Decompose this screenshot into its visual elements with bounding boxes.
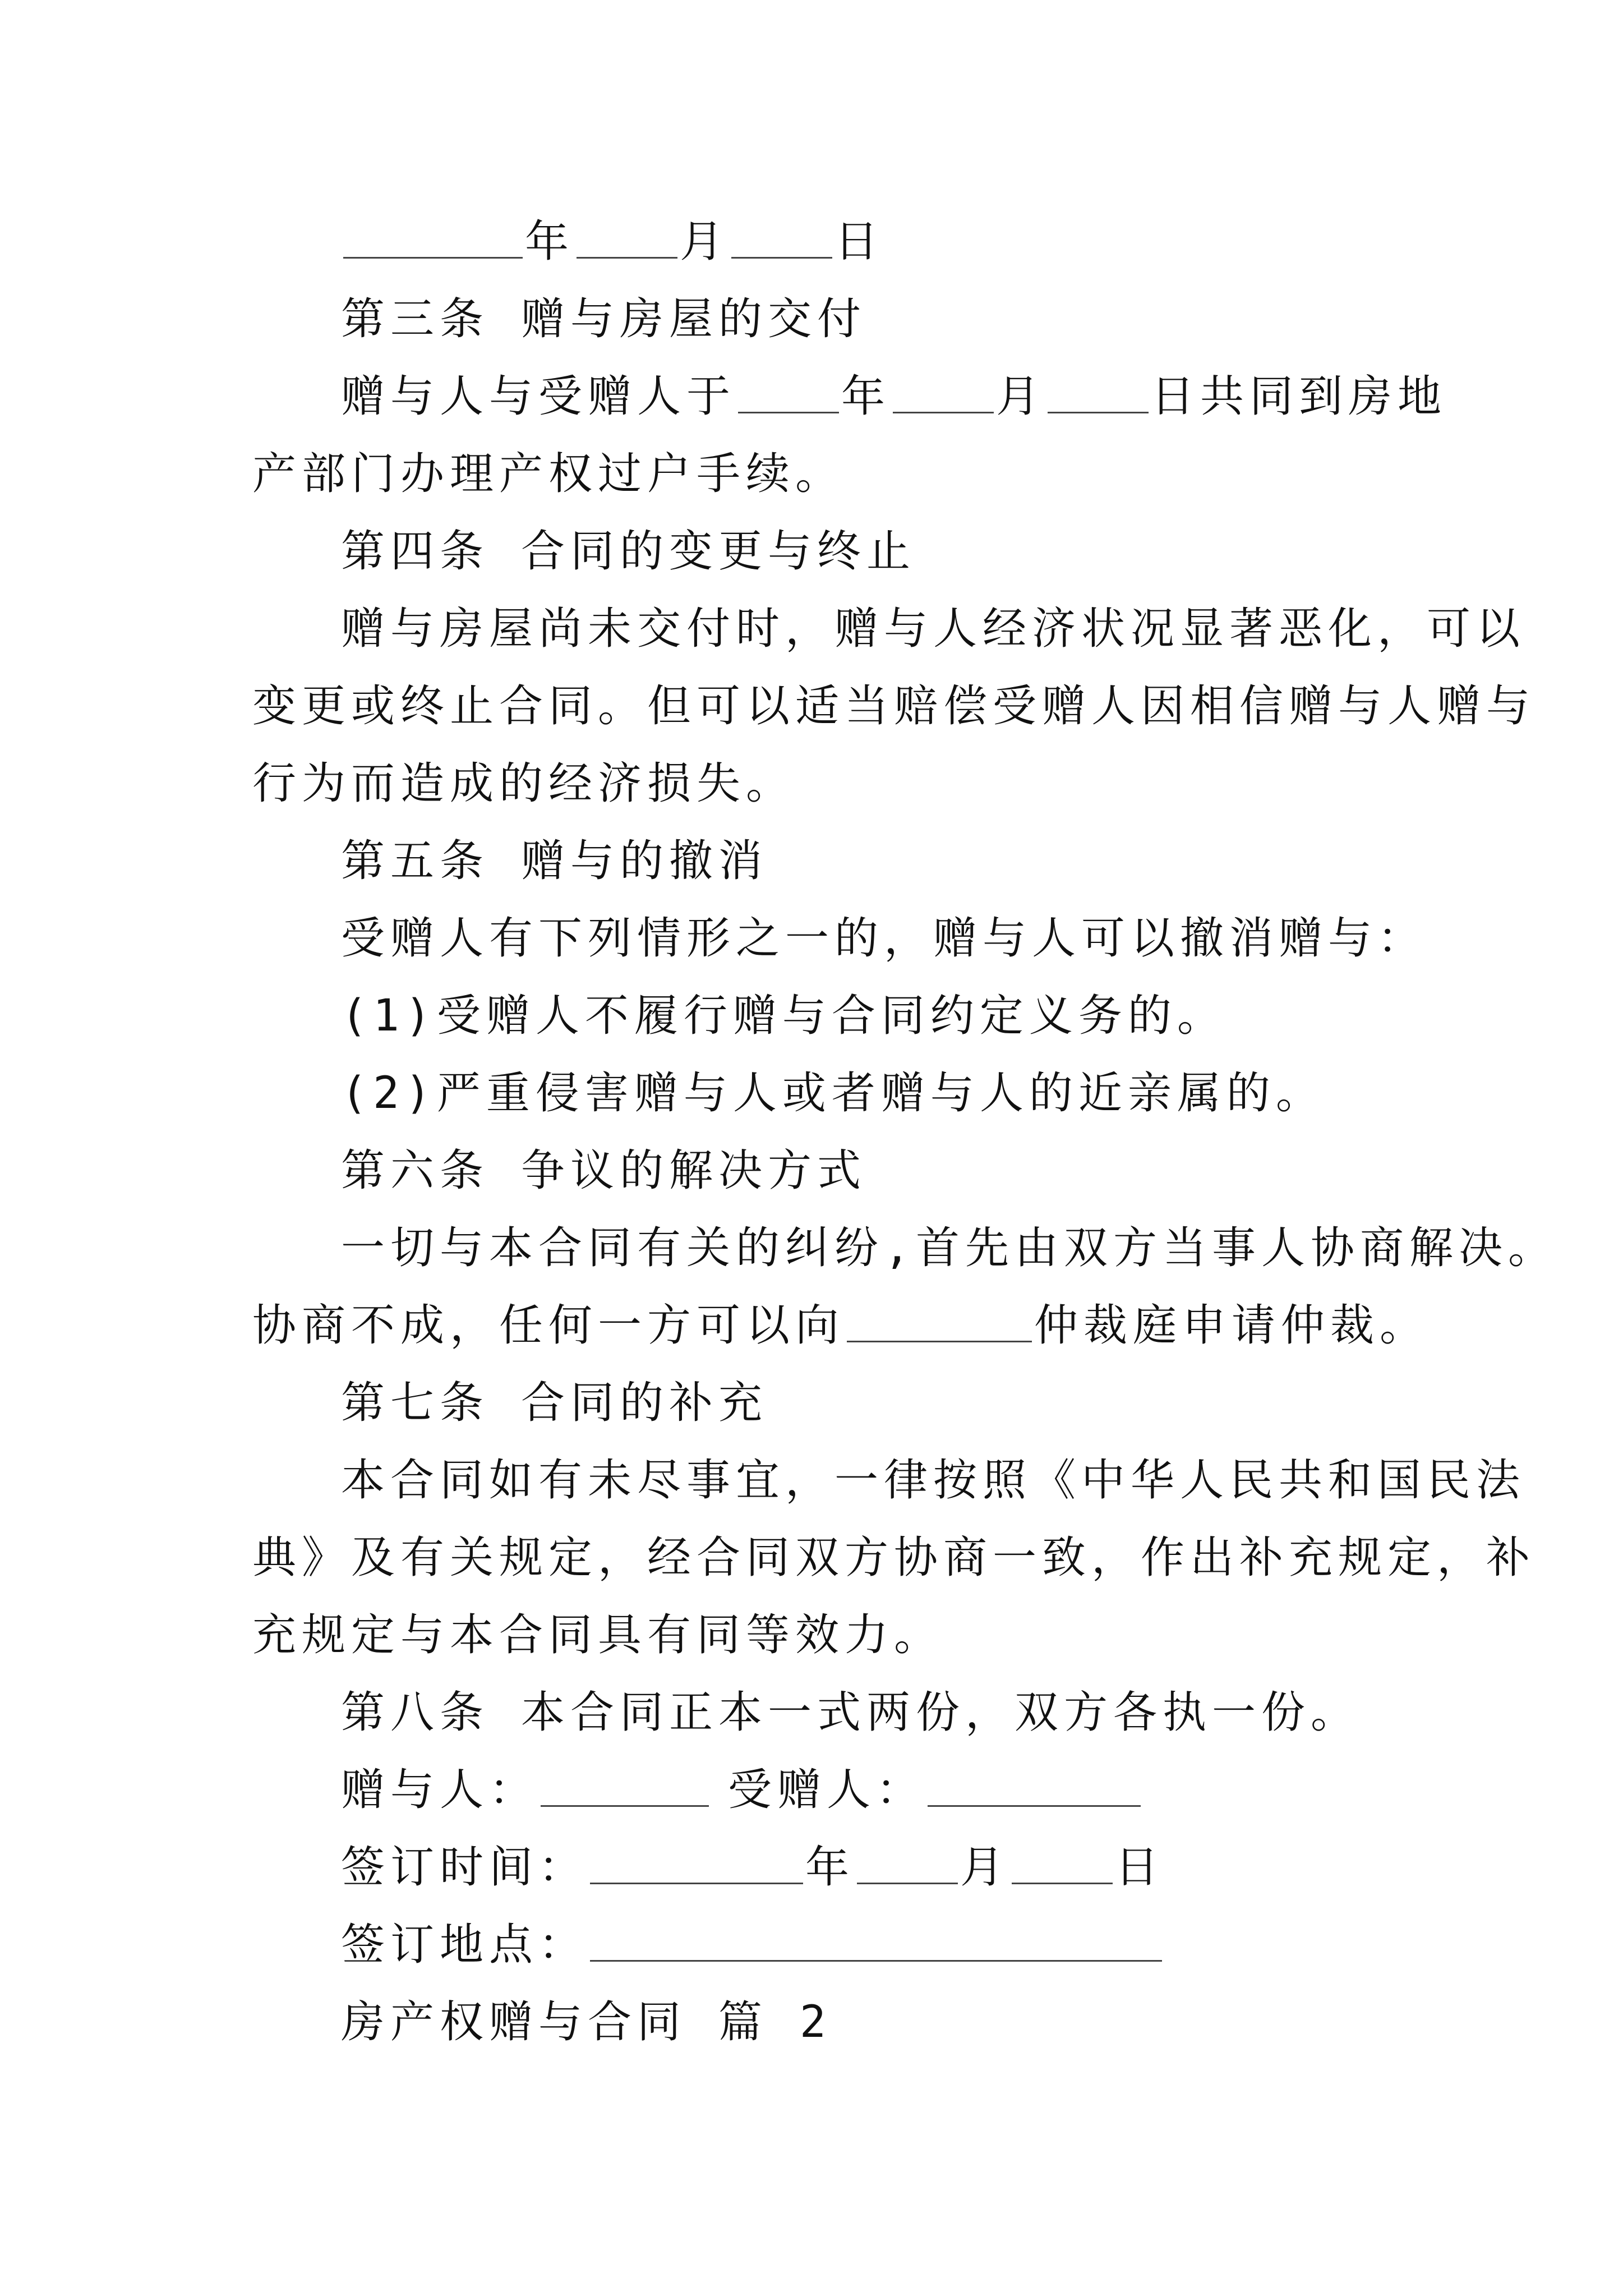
paragraph-line: 充规定与本合同具有同等效力。 — [252, 1610, 944, 1660]
paragraph-line: 典》及有关规定，经合同双方协商一致，作出补充规定，补 — [252, 1533, 1536, 1583]
list-item: (1)受赠人不履行赠与合同约定义务的。 — [341, 991, 1227, 1041]
paragraph-line: 产部门办理产权过户手续。 — [252, 449, 845, 499]
paragraph-line: 本合同如有未尽事宜，一律按照《中华人民共和国民法 — [341, 1455, 1526, 1506]
day-blank[interactable] — [1012, 1849, 1113, 1884]
day-label: 日 — [834, 217, 884, 267]
signing-date-label: 签订时间： — [341, 1842, 588, 1893]
year-blank[interactable] — [590, 1849, 803, 1884]
month-label: 月 — [680, 217, 730, 267]
year-label: 年 — [841, 371, 891, 422]
paragraph-text: 协商不成，任何一方可以向 — [252, 1300, 845, 1351]
signing-place-label: 签订地点： — [341, 1920, 588, 1970]
paragraph-text: 日共同到房地 — [1151, 371, 1447, 422]
signing-date-line — [341, 1842, 1165, 1893]
donor-label: 赠与人： — [341, 1765, 539, 1815]
day-blank[interactable] — [1048, 378, 1149, 413]
year-blank[interactable] — [343, 223, 523, 259]
section-title: 房产权赠与合同 篇 2 — [341, 1997, 832, 2047]
article-6-heading: 第六条 争议的解决方式 — [341, 1145, 866, 1196]
month-blank[interactable] — [577, 223, 677, 259]
paragraph-text: 仲裁庭申请仲裁。 — [1034, 1300, 1430, 1351]
paragraph-line — [252, 1300, 1430, 1351]
donee-blank[interactable] — [928, 1772, 1141, 1807]
signature-line — [341, 1765, 1143, 1815]
article-8-heading: 第八条 本合同正本一式两份，双方各执一份。 — [341, 1687, 1360, 1738]
article-3-heading: 第三条 赠与房屋的交付 — [341, 294, 866, 344]
date-line — [341, 217, 884, 267]
donor-blank[interactable] — [541, 1772, 709, 1807]
arbitration-blank[interactable] — [847, 1307, 1032, 1342]
paragraph-line: 行为而造成的经济损失。 — [252, 758, 796, 809]
paragraph-text: 赠与人与受赠人于 — [341, 371, 736, 422]
month-blank[interactable] — [893, 378, 994, 413]
year-label: 年 — [525, 217, 575, 267]
day-label: 日 — [1115, 1842, 1165, 1893]
paragraph-line: 变更或终止合同。但可以适当赔偿受赠人因相信赠与人赠与 — [252, 681, 1536, 731]
day-blank[interactable] — [731, 223, 832, 259]
signing-place-line — [341, 1920, 1164, 1970]
paragraph-line: 受赠人有下列情形之一的，赠与人可以撤消赠与： — [341, 913, 1427, 964]
month-label: 月 — [996, 371, 1046, 422]
month-label: 月 — [960, 1842, 1010, 1893]
article-7-heading: 第七条 合同的补充 — [341, 1378, 768, 1428]
list-item: (2)严重侵害赠与人或者赠与人的近亲属的。 — [341, 1068, 1325, 1119]
article-5-heading: 第五条 赠与的撤消 — [341, 836, 768, 886]
donee-label: 受赠人： — [728, 1765, 926, 1815]
paragraph-line: 一切与本合同有关的纠纷,首先由双方当事人协商解决。 — [341, 1223, 1557, 1273]
paragraph-line: 赠与房屋尚未交付时，赠与人经济状况显著恶化，可以 — [341, 604, 1526, 654]
year-blank[interactable] — [738, 378, 839, 413]
month-blank[interactable] — [857, 1849, 958, 1884]
paragraph-line — [341, 371, 1447, 422]
article-4-heading: 第四条 合同的变更与终止 — [341, 526, 916, 577]
signing-place-blank[interactable] — [590, 1926, 1162, 1962]
year-label: 年 — [805, 1842, 855, 1893]
